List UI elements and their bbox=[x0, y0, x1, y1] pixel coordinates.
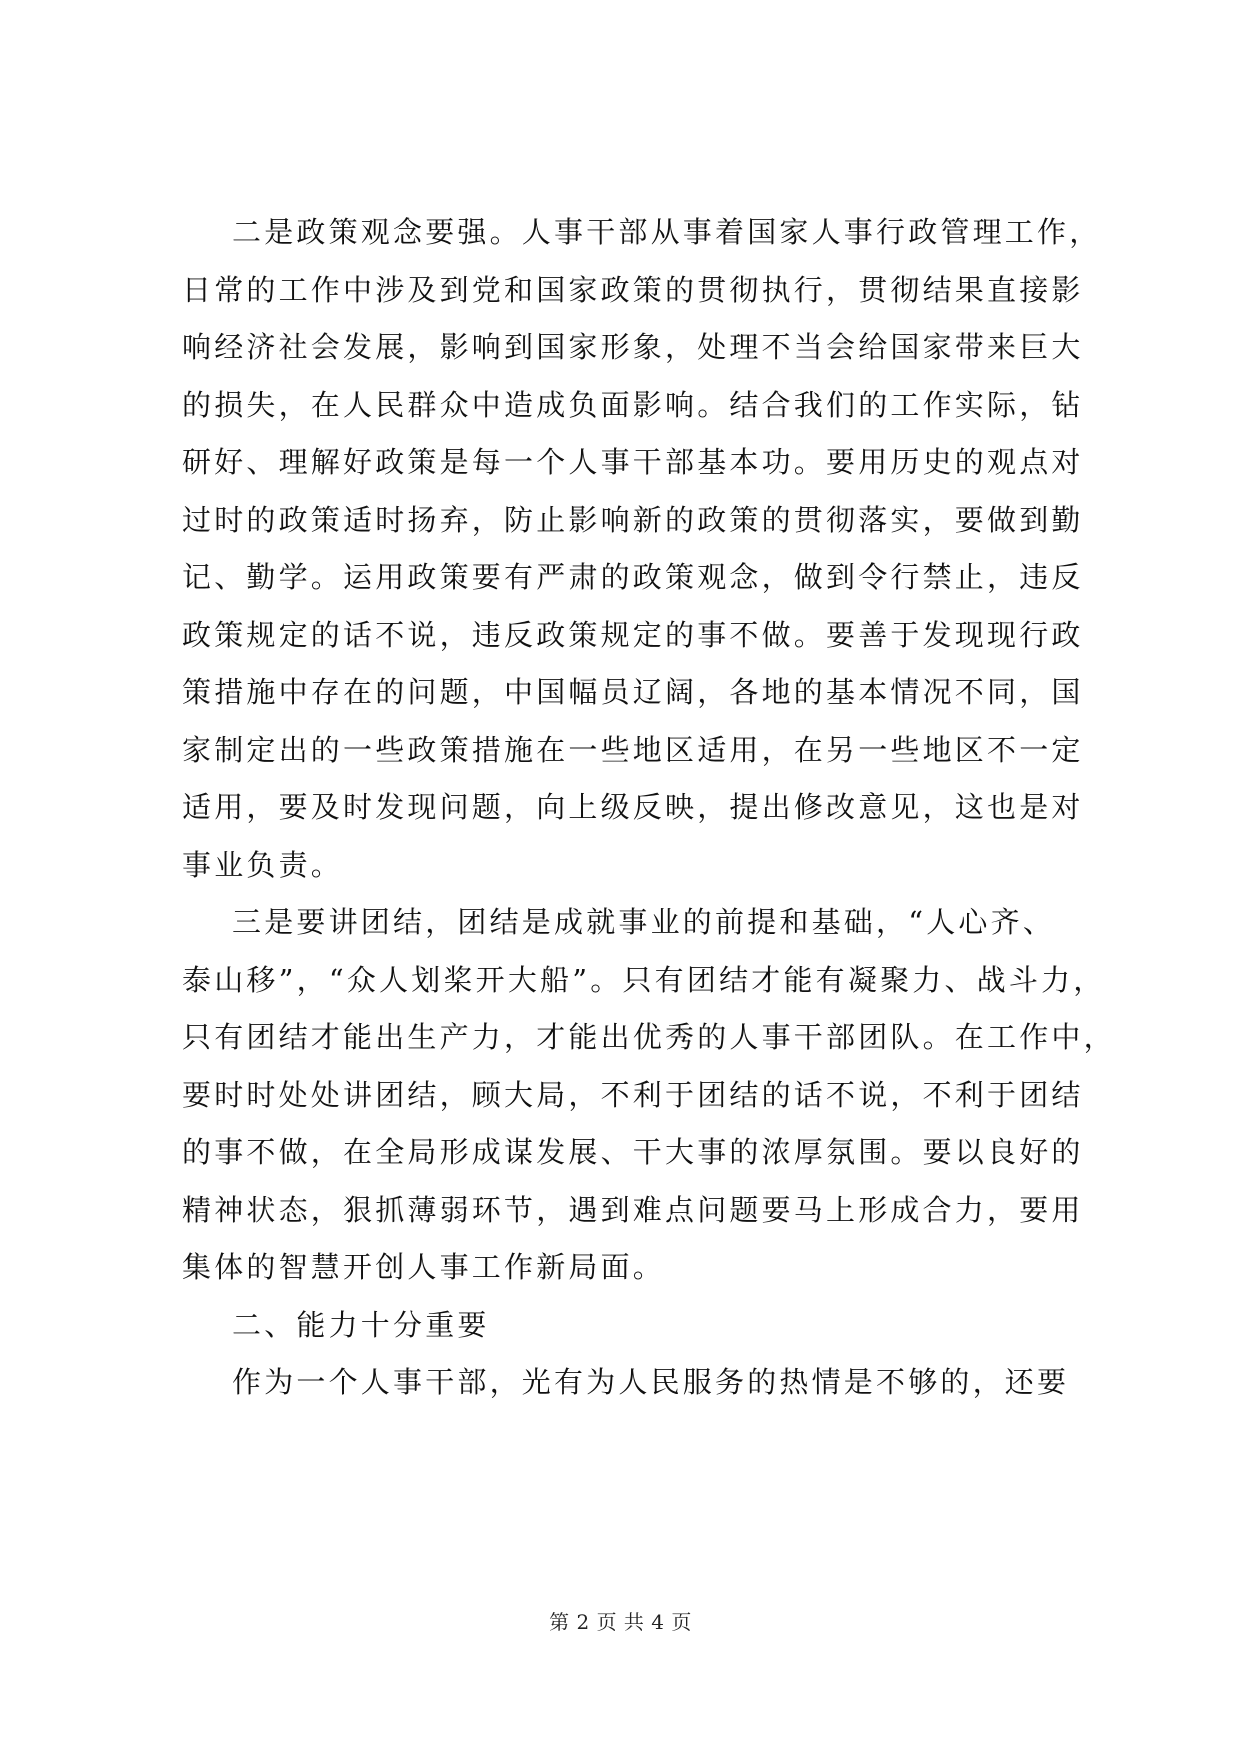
paragraph-line: 响经济社会发展，影响到国家形象，处理不当会给国家带来巨大 bbox=[182, 330, 1084, 364]
paragraph-line: 家制定出的一些政策措施在一些地区适用，在另一些地区不一定 bbox=[182, 732, 1084, 767]
paragraph-line: 适用，要及时发现问题，向上级反映，提出修改意见，这也是对 bbox=[182, 790, 1084, 824]
document-body bbox=[182, 204, 1116, 1412]
paragraph-line: 作为一个人事干部，光有为人民服务的热情是不够的，还要 bbox=[232, 1365, 1070, 1399]
paragraph-line: 研好、理解好政策是每一个人事干部基本功。要用历史的观点对 bbox=[182, 445, 1084, 479]
paragraph-line: 的事不做，在全局形成谋发展、干大事的浓厚氛围。要以良好的 bbox=[182, 1135, 1084, 1169]
paragraph-line: 只有团结才能出生产力，才能出优秀的人事干部团队。在工作中， bbox=[182, 1020, 1116, 1054]
paragraph-line: 三是要讲团结，团结是成就事业的前提和基础，“人心齐、 bbox=[232, 905, 1056, 939]
paragraph-line: 政策规定的话不说，违反政策规定的事不做。要善于发现现行政 bbox=[182, 617, 1084, 652]
paragraph-line: 的损失，在人民群众中造成负面影响。结合我们的工作实际，钻 bbox=[182, 387, 1084, 422]
section-heading: 二、能力十分重要 bbox=[232, 1307, 490, 1342]
paragraph-line: 事业负责。 bbox=[182, 847, 344, 882]
paragraph-line: 集体的智慧开创人事工作新局面。 bbox=[182, 1250, 666, 1284]
paragraph-line: 二是政策观念要强。人事干部从事着国家人事行政管理工作， bbox=[232, 215, 1102, 249]
paragraph-line: 精神状态，狠抓薄弱环节，遇到难点问题要马上形成合力，要用 bbox=[182, 1192, 1084, 1227]
paragraph-line: 策措施中存在的问题，中国幅员辽阔，各地的基本情况不同，国 bbox=[182, 675, 1084, 709]
paragraph-line: 过时的政策适时扬弃，防止影响新的政策的贯彻落实，要做到勤 bbox=[182, 502, 1084, 537]
paragraph-line: 泰山移”，“众人划桨开大船”。只有团结才能有凝聚力、战斗力， bbox=[182, 962, 1106, 997]
paragraph-line: 日常的工作中涉及到党和国家政策的贯彻执行，贯彻结果直接影 bbox=[182, 272, 1084, 307]
page-number-footer: 第 2 页 共 4 页 bbox=[549, 1610, 692, 1634]
paragraph-line: 要时时处处讲团结，顾大局，不利于团结的话不说，不利于团结 bbox=[182, 1077, 1084, 1112]
paragraph-line: 记、勤学。运用政策要有严肃的政策观念，做到令行禁止，违反 bbox=[182, 560, 1084, 594]
